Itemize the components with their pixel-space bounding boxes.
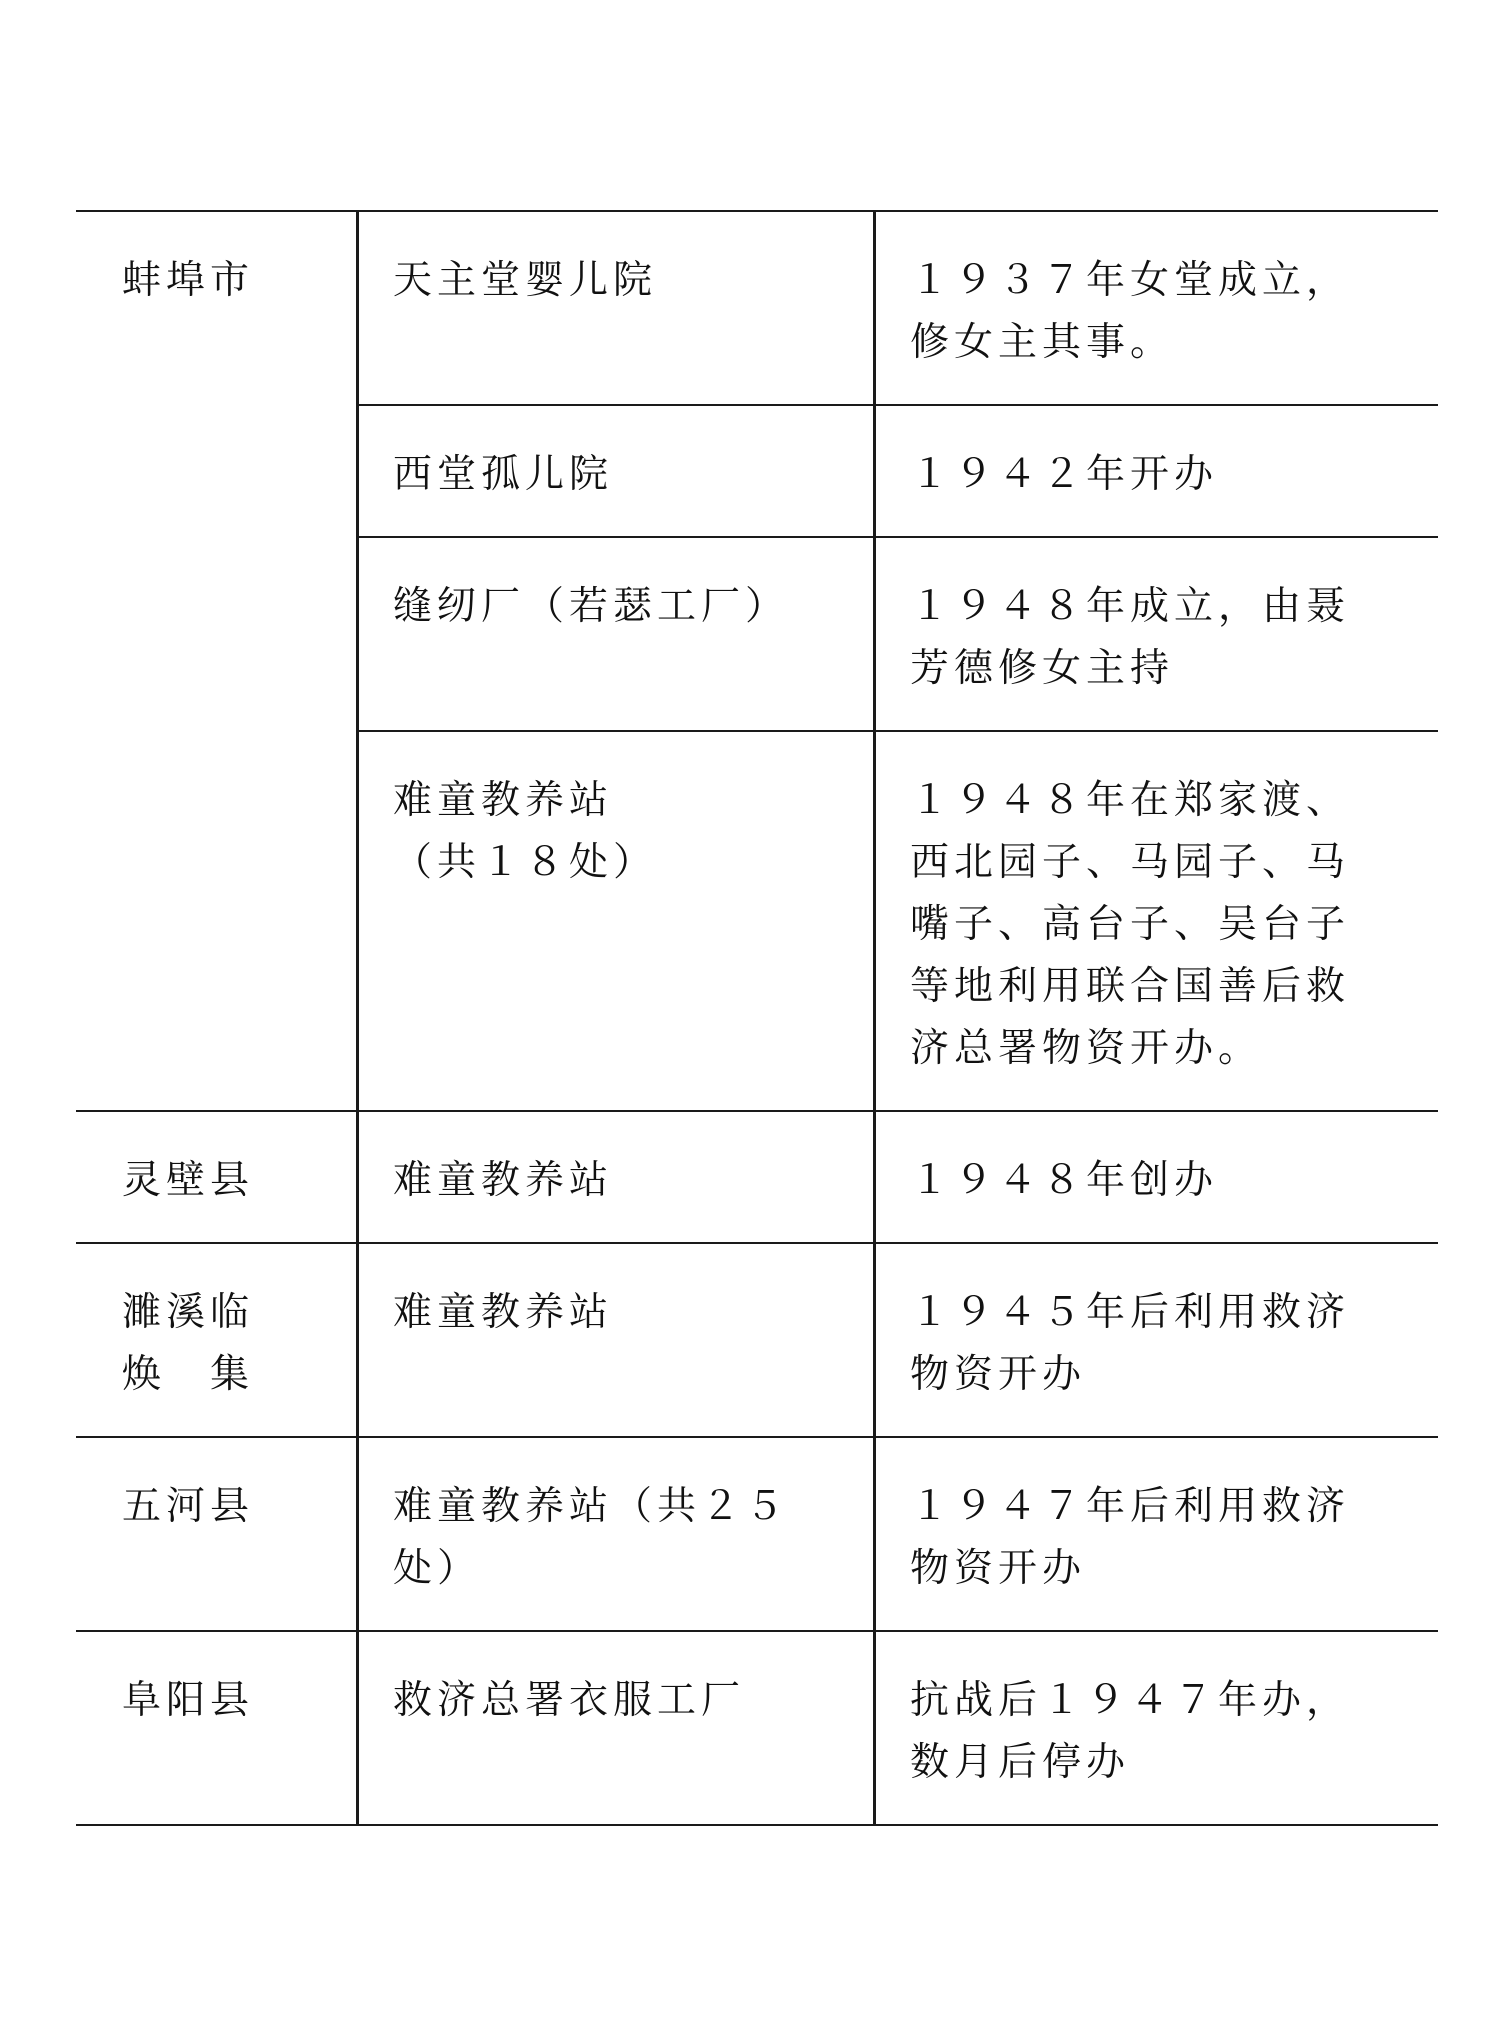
place-cell	[76, 1437, 358, 1631]
institution-cell	[358, 731, 875, 1111]
note-cell	[875, 211, 1439, 405]
place-cell	[76, 1111, 358, 1243]
institution-name: 难童教养站 （共１８处）	[393, 778, 658, 885]
place-cell	[76, 1631, 358, 1825]
institution-name: 救济总署衣服工厂	[393, 1678, 746, 1723]
institution-note: １９３７年女堂成立，修女主其事。	[910, 258, 1351, 365]
note-cell	[875, 405, 1439, 537]
institution-note: １９４８年创办	[910, 1158, 1219, 1203]
institution-cell	[358, 211, 875, 405]
institution-cell	[358, 1631, 875, 1825]
place-label: 五河县	[122, 1484, 255, 1529]
table-row	[76, 1631, 1438, 1825]
note-cell	[875, 1437, 1439, 1631]
table-row	[76, 1111, 1438, 1243]
note-cell	[875, 1631, 1439, 1825]
place-cell	[76, 211, 358, 1111]
place-label: 蚌埠市	[122, 258, 255, 303]
institution-cell	[358, 1243, 875, 1437]
institution-name: 难童教养站	[393, 1158, 614, 1203]
institution-note: １９４７年后利用救济物资开办	[910, 1484, 1351, 1591]
table-row	[76, 1437, 1438, 1631]
institution-cell	[358, 537, 875, 731]
institution-note: 抗战后１９４７年办，数月后停办	[910, 1678, 1351, 1785]
institution-note: １９４２年开办	[910, 452, 1219, 497]
note-cell	[875, 1243, 1439, 1437]
relief-institutions-table	[76, 210, 1438, 1826]
table-row	[76, 211, 1438, 405]
institution-cell	[358, 1437, 875, 1631]
institution-name: 天主堂婴儿院	[393, 258, 658, 303]
table-row	[76, 1243, 1438, 1437]
institution-cell	[358, 1111, 875, 1243]
institution-note: １９４８年成立，由聂芳德修女主持	[910, 584, 1351, 691]
institution-name: 难童教养站	[393, 1290, 614, 1335]
institution-name: 难童教养站（共２５处）	[393, 1484, 790, 1591]
place-cell	[76, 1243, 358, 1437]
institution-note: １９４５年后利用救济物资开办	[910, 1290, 1351, 1397]
place-label: 阜阳县	[122, 1678, 255, 1723]
institution-name: 缝纫厂（若瑟工厂）	[393, 584, 790, 629]
institution-cell	[358, 405, 875, 537]
note-cell	[875, 1111, 1439, 1243]
note-cell	[875, 537, 1439, 731]
institution-name: 西堂孤儿院	[393, 452, 614, 497]
note-cell	[875, 731, 1439, 1111]
place-label: 灵壁县	[122, 1158, 255, 1203]
place-label: 濉溪临 焕 集	[122, 1290, 255, 1397]
institution-note: １９４８年在郑家渡、西北园子、马园子、马嘴子、高台子、吴台子等地利用联合国善后救济总署物资开办。	[910, 778, 1351, 1071]
